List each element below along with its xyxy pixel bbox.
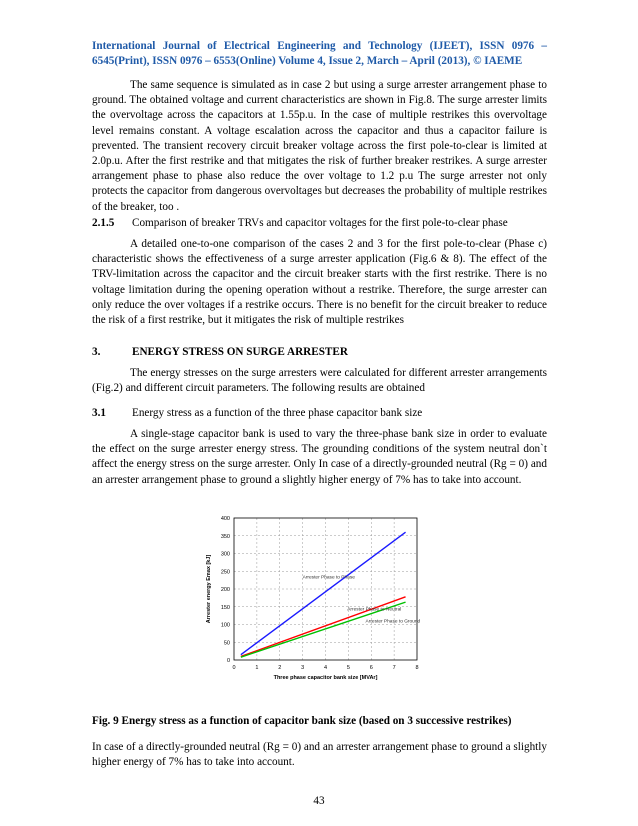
figure-caption: Fig. 9 Energy stress as a function of capacitor bank size (based on 3 successive restrikes) — [92, 715, 512, 727]
section-3-1-heading — [92, 406, 422, 421]
x-tick-label: 4 — [323, 665, 328, 671]
x-axis-label: Three phase capacitor bank size [MVAr] — [273, 675, 378, 681]
y-tick-label: 400 — [220, 516, 230, 522]
y-tick-label: 300 — [220, 551, 230, 558]
x-tick-label: 5 — [346, 665, 350, 671]
series-line — [241, 532, 406, 654]
x-tick-label: 2 — [278, 665, 282, 671]
y-tick-label: 50 — [223, 640, 230, 647]
section-2-1-5-heading — [92, 216, 508, 231]
paragraph-bank-size: A single-stage capacitor bank is used to vary the three-phase bank size in order to evaluate the effect on the surge arrester energy stress. The grounding conditions of the system neutral don`t affect the energy stress on the surge arrester. Only In case of a directly-grounded neutral (Rg = 0) and an arrester arrangement phase to ground a slightly higher energy of 7% has to take into account. — [92, 428, 547, 486]
series-label: Arrester Phase to Phase — [302, 575, 355, 581]
section-title: Comparison of breaker TRVs and capacitor voltages for the first pole-to-clear phase — [132, 217, 508, 229]
series-label: Arrester Phase to Ground — [365, 619, 421, 625]
paragraph-energy-intro: The energy stresses on the surge arresters were calculated for different arrester arrangements (Fig.2) and different circuit parameters. The following results are obtained — [92, 367, 547, 395]
y-tick-label: 200 — [220, 587, 230, 593]
series-line — [241, 597, 406, 657]
section-number: 3. — [92, 346, 101, 358]
paragraph-comparison: A detailed one-to-one comparison of the cases 2 and 3 for the first pole-to-clear (Phase c) characteristic shows the effectiveness of a surge arrester application (Fig.6 & 8). The effect of the TRV-limitation across the capacitor and the circuit breaker starts with the first restrike. There is no voltage limitation during the opening operation without a restrike. Therefore, the surge arrester can only reduce the over voltages if a restrike occurs. There is no benefit for the circuit breaker to reduce the risk of a first restrike, but it mitigates the risk of multiple restrikes — [92, 238, 547, 327]
y-tick-label: 100 — [220, 622, 230, 629]
y-axis-label: Arrester energy Emax [kJ] — [206, 554, 212, 624]
section-title: Energy stress as a function of the three phase capacitor bank size — [132, 407, 423, 419]
paragraph-closing: In case of a directly-grounded neutral (Rg = 0) and an arrester arrangement phase to ground a slightly higher energy of 7% has to take into account. — [92, 741, 547, 769]
chart-series — [241, 532, 406, 657]
journal-header: International Journal of Electrical Engineering and Technology (IJEET), ISSN 0976 – 6545(Print), ISSN 0976 – 6553(Online) Volume 4, Issue 2, March – April (2013), © IAEME — [92, 40, 547, 67]
y-tick-label: 250 — [220, 569, 230, 576]
section-number: 2.1.5 — [92, 217, 115, 229]
section-number: 3.1 — [92, 407, 106, 419]
section-title: ENERGY STRESS ON SURGE ARRESTER — [132, 346, 348, 358]
x-tick-label: 1 — [255, 665, 259, 671]
y-tick-label: 150 — [220, 604, 230, 611]
energy-stress-chart — [200, 512, 430, 684]
section-3-heading — [92, 345, 348, 360]
x-tick-label: 3 — [301, 665, 305, 671]
x-tick-label: 8 — [415, 665, 419, 671]
x-tick-label: 6 — [369, 665, 373, 671]
x-tick-label: 7 — [392, 665, 396, 671]
paragraph-case3-description: The same sequence is simulated as in case 2 but using a surge arrester arrangement phase to ground. The obtained voltage and current characteristics are shown in Fig.8. The surge arrester limits the overvoltage across the capacitors at 1.55p.u. In the case of multiple restrikes this overvoltage level remains constant. A voltage escalation across the capacitor and thus a capacitor failure is prevented. The transient recovery circuit breaker voltage across the first pole-to-clear is limited at 2.0p.u. After the first restrike and that mitigates the risk of further breaker restrikes. A surge arrester arrangement phase to phase also reduce the over voltage to 1.2 p.u The surge arrester not only protects the capacitor from dangerous overvoltages but decreases the probability of multiple restrikes of the breaker, too . — [92, 79, 547, 213]
page-number: 43 — [313, 795, 325, 807]
series-label: Arrester Phase to Neutral — [347, 607, 402, 613]
x-tick-label: 0 — [232, 665, 236, 671]
y-tick-label: 350 — [220, 533, 230, 540]
y-tick-label: 0 — [226, 658, 230, 664]
